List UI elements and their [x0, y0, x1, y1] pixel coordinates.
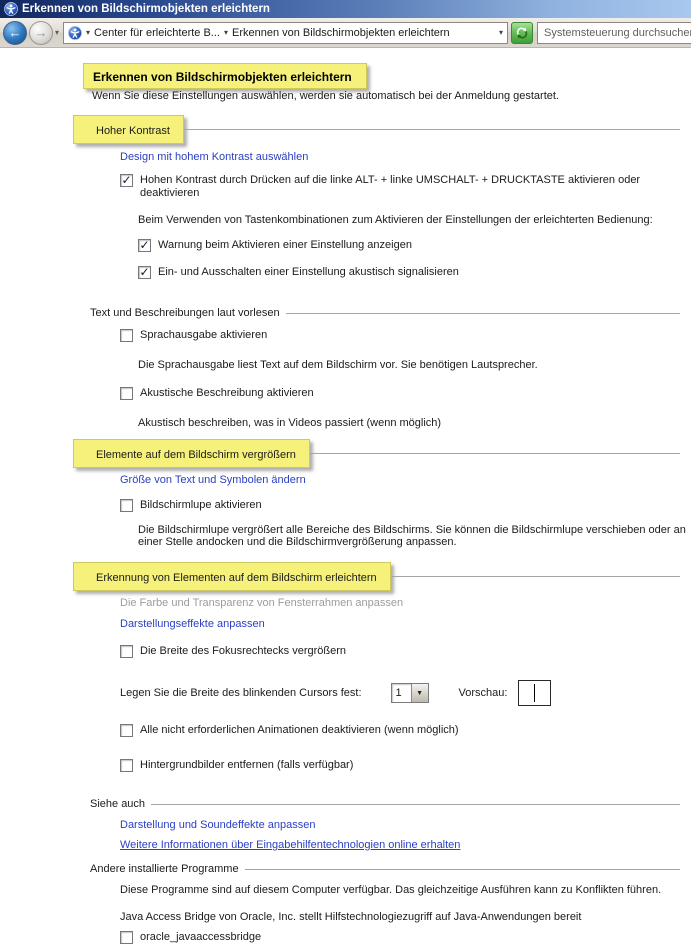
- checkbox-label: Die Breite des Fokusrechtecks vergrößern: [140, 645, 347, 657]
- appearance-sound-effects-link[interactable]: Darstellung und Soundeffekte anpassen: [120, 819, 316, 831]
- section-magnify-header: [73, 439, 680, 468]
- back-button[interactable]: [3, 21, 27, 45]
- checkbox-label: Sprachausgabe aktivieren: [140, 329, 268, 341]
- section-title: Erkennung von Elementen auf dem Bildschirm erleichtern: [96, 572, 377, 584]
- chevron-down-icon[interactable]: ▾: [499, 28, 504, 37]
- checkbox-label: Bildschirmlupe aktivieren: [140, 499, 262, 511]
- magnifier-checkbox[interactable]: [120, 499, 133, 512]
- highlight-annotation: [73, 115, 184, 144]
- high-contrast-toggle-checkbox[interactable]: [120, 174, 133, 187]
- section-other-programs-header: [90, 863, 680, 875]
- navigation-bar: [0, 18, 691, 48]
- recent-pages-chevron-icon[interactable]: ▾: [55, 28, 60, 37]
- titlebar: [0, 0, 691, 18]
- highlight-annotation: [73, 439, 310, 468]
- breadcrumb-item-root[interactable]: Center für erleichterte B...: [94, 26, 220, 39]
- breadcrumb-item-current[interactable]: Erkennen von Bildschirmobjekten erleichtern: [232, 26, 450, 39]
- checkbox-label: Warnung beim Aktivieren einer Einstellung anzeigen: [158, 239, 412, 251]
- window-title: Erkennen von Bildschirmobjekten erleichtern: [22, 3, 270, 15]
- cursor-width-row: [120, 680, 691, 706]
- section-title: Text und Beschreibungen laut vorlesen: [90, 307, 280, 319]
- audio-description-checkbox[interactable]: [120, 387, 133, 400]
- magnifier-description: Die Bildschirmlupe vergrößert alle Bereiche des Bildschirms. Sie können die Bildschirmlupe verschieben oder an einer Stelle andocken und die Bildschirmvergrößerung anpassen.: [138, 524, 686, 548]
- java-access-bridge-row[interactable]: [120, 931, 691, 944]
- page-intro: Wenn Sie diese Einstellungen auswählen, werden sie automatisch bei der Anmeldung gestartet.: [92, 90, 559, 102]
- ease-of-access-icon: [68, 26, 82, 40]
- display-effects-link[interactable]: Darstellungseffekte anpassen: [120, 618, 265, 630]
- section-divider: [286, 313, 680, 314]
- focus-rectangle-row[interactable]: [120, 645, 691, 658]
- page-title: Erkennen von Bildschirmobjekten erleichtern: [93, 70, 352, 84]
- cursor-caret: [534, 684, 535, 702]
- section-title: Hoher Kontrast: [96, 125, 170, 137]
- sound-signal-checkbox[interactable]: [138, 266, 151, 279]
- ease-of-access-icon: [4, 2, 18, 16]
- background-images-checkbox[interactable]: [120, 759, 133, 772]
- cursor-width-label: Legen Sie die Breite des blinkenden Cursors fest:: [120, 687, 362, 699]
- warning-row[interactable]: [138, 239, 691, 252]
- checkbox-label: Hintergrundbilder entfernen (falls verfügbar): [140, 759, 354, 771]
- java-access-bridge-description: Java Access Bridge von Oracle, Inc. stellt Hilfstechnologiezugriff auf Java-Anwendungen bereit: [120, 911, 582, 923]
- breadcrumb: [63, 22, 508, 44]
- change-text-size-link[interactable]: Größe von Text und Symbolen ändern: [120, 474, 306, 486]
- sound-signal-row[interactable]: [138, 266, 691, 279]
- audio-description-description: Akustisch beschreiben, was in Videos passiert (wenn möglich): [138, 417, 442, 429]
- window-frame-color-link-disabled: Die Farbe und Transparenz von Fensterrahmen anpassen: [120, 597, 404, 609]
- focus-rectangle-checkbox[interactable]: [120, 645, 133, 658]
- section-title: Andere installierte Programme: [90, 863, 239, 875]
- section-see-also-header: [90, 798, 680, 810]
- section-title: Elemente auf dem Bildschirm vergrößern: [96, 449, 296, 461]
- preview-label: Vorschau:: [458, 687, 508, 699]
- search-box: [537, 22, 691, 44]
- section-read-aloud-header: [90, 307, 680, 319]
- checkbox-label: Ein- und Ausschalten einer Einstellung akustisch signalisieren: [158, 266, 459, 278]
- narrator-checkbox[interactable]: [120, 329, 133, 342]
- java-access-bridge-checkbox[interactable]: [120, 931, 133, 944]
- chevron-down-icon[interactable]: ▼: [411, 684, 428, 702]
- back-arrow-icon: ←: [8, 25, 22, 40]
- keyboard-shortcut-note: Beim Verwenden von Tastenkombinationen zum Aktivieren der Einstellungen der erleichterten Bedienung:: [138, 214, 653, 226]
- highlight-annotation: [83, 63, 367, 89]
- cursor-width-value: 1: [395, 687, 402, 699]
- refresh-icon: [515, 26, 529, 40]
- cursor-width-dropdown[interactable]: [391, 683, 429, 703]
- refresh-button[interactable]: [511, 22, 533, 44]
- chevron-down-icon[interactable]: ▾: [86, 28, 91, 37]
- highlight-annotation: [73, 562, 391, 591]
- section-divider: [184, 129, 680, 130]
- narrator-description: Die Sprachausgabe liest Text auf dem Bildschirm vor. Sie benötigen Lautsprecher.: [138, 359, 538, 371]
- checkbox-label: Alle nicht erforderlichen Animationen deaktivieren (wenn möglich): [140, 724, 459, 736]
- online-assistive-tech-link[interactable]: Weitere Informationen über Eingabehilfentechnologien online erhalten: [120, 839, 461, 851]
- animations-row[interactable]: [120, 724, 691, 737]
- checkbox-label: Akustische Beschreibung aktivieren: [140, 387, 314, 399]
- narrator-row[interactable]: [120, 329, 691, 342]
- section-title: Siehe auch: [90, 798, 146, 810]
- section-divider: [151, 804, 680, 805]
- forward-button[interactable]: [29, 21, 53, 45]
- checkbox-label: Hohen Kontrast durch Drücken auf die linke ALT- + linke UMSCHALT- + DRUCKTASTE aktivieren oder deaktivieren: [140, 174, 641, 199]
- section-divider: [391, 576, 680, 577]
- cursor-preview-box: [518, 680, 551, 706]
- magnifier-row[interactable]: [120, 499, 691, 512]
- page-content: [0, 48, 691, 944]
- section-divider: [245, 869, 680, 870]
- section-high-contrast-header: [73, 115, 680, 144]
- audio-description-row[interactable]: [120, 387, 691, 400]
- section-divider: [310, 453, 680, 454]
- warning-checkbox[interactable]: [138, 239, 151, 252]
- checkbox-label: oracle_javaaccessbridge: [140, 931, 262, 943]
- choose-high-contrast-theme-link[interactable]: Design mit hohem Kontrast auswählen: [120, 151, 309, 163]
- search-input[interactable]: [538, 27, 691, 39]
- animations-checkbox[interactable]: [120, 724, 133, 737]
- background-images-row[interactable]: [120, 759, 691, 772]
- forward-arrow-icon: →: [34, 25, 48, 40]
- other-programs-description: Diese Programme sind auf diesem Computer verfügbar. Das gleichzeitige Ausführen kann zu Konflikten führen.: [120, 884, 662, 896]
- section-easier-to-see-header: [73, 562, 680, 591]
- chevron-down-icon[interactable]: ▾: [223, 28, 228, 37]
- high-contrast-toggle-row[interactable]: [120, 174, 691, 200]
